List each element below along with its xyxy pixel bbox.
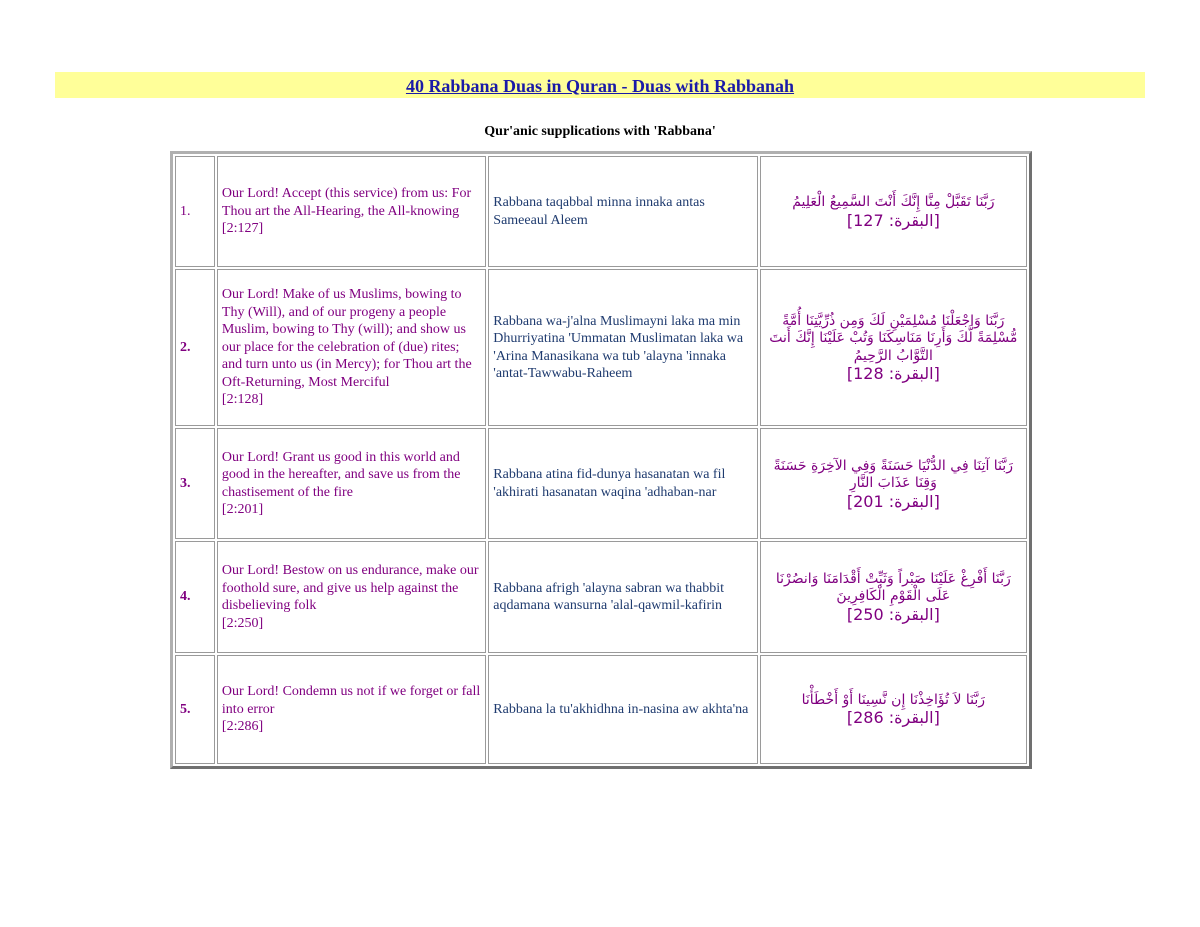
dua-meaning-cell [217,269,486,426]
dua-meaning: Our Lord! Condemn us not if we forget or fall into error [221,684,481,717]
dua-number: 4. [175,541,215,652]
dua-transliteration: Rabbana taqabbal minna innaka antas Sameeaul Aleem [488,156,757,267]
dua-meaning-cell [217,156,486,267]
dua-arabic-reference: [البقرة: 286] [846,708,940,728]
dua-number: 3. [175,428,215,539]
dua-arabic-reference: [البقرة: 250] [846,604,940,624]
dua-number: 1. [175,156,215,267]
dua-transliteration: Rabbana afrigh 'alayna sabran wa thabbit aqdamana wansurna 'alal-qawmil-kafirin [488,541,757,652]
table-row [175,156,1027,267]
dua-meaning-cell [217,655,486,764]
dua-reference: [2:250] [221,615,264,631]
duas-table-frame [170,151,1032,769]
dua-arabic-cell [760,655,1027,764]
dua-arabic: رَبَّنَا تَقَبَّلْ مِنَّا إِنَّكَ أَنْتَ السَّمِيعُ الْعَلِيمُ [792,194,995,211]
dua-arabic-cell [760,541,1027,652]
dua-arabic-cell [760,428,1027,539]
page-subtitle: Qur'anic supplications with 'Rabbana' [484,124,716,139]
dua-reference: [2:128] [221,392,264,408]
dua-number: 5. [175,655,215,764]
dua-arabic: رَبَّنَا وَاجْعَلْنَا مُسْلِمَيْنِ لَكَ وَمِن ذُرِّيَّتِنَا أُمَّةً مُّسْلِمَةً لَّكَ وَأَرِنَا مَنَاسِكَنَا وَتُبْ عَلَيْنَا إِنَّكَ أَنتَ التَّوَّابُ الرَّحِيمُ [769,312,1018,364]
duas-table [173,154,1029,766]
table-row [175,541,1027,652]
dua-transliteration: Rabbana wa-j'alna Muslimayni laka ma min Dhurriyatina 'Ummatan Muslimatan laka wa 'Arina Manasikana wa tub 'alayna 'innaka 'antat-Tawwabu-Raheem [488,269,757,426]
dua-meaning: Our Lord! Accept (this service) from us: For Thou art the All-Hearing, the All-knowing [221,186,472,219]
table-row [175,269,1027,426]
dua-arabic-cell [760,269,1027,426]
dua-reference: [2:127] [221,221,264,237]
dua-meaning-cell [217,541,486,652]
dua-arabic-cell [760,156,1027,267]
table-row [175,655,1027,764]
dua-arabic: رَبَّنَا آتِنَا فِي الدُّنْيَا حَسَنَةً وَفِي الآخِرَةِ حَسَنَةً وَقِنَا عَذَابَ النَّارِ [773,457,1013,492]
dua-number: 2. [175,269,215,426]
dua-meaning: Our Lord! Bestow on us endurance, make our foothold sure, and give us help against the disbelieving folk [221,563,479,614]
dua-arabic-reference: [البقرة: 128] [846,364,940,384]
title-band [55,72,1145,98]
table-row [175,428,1027,539]
dua-arabic-reference: [البقرة: 127] [846,210,940,230]
dua-transliteration: Rabbana atina fid-dunya hasanatan wa fil 'akhirati hasanatan waqina 'adhaban-nar [488,428,757,539]
dua-arabic: رَبَّنَا أَفْرِغْ عَلَيْنَا صَبْراً وَثَبِّتْ أَقْدَامَنَا وَانصُرْنَا عَلَى الْقَوْمِ الْكَافِرِينَ [775,570,1011,605]
dua-arabic: رَبَّنَا لاَ تُؤَاخِذْنَا إِن نَّسِينَا أَوْ أَخْطَأْنَا [801,691,986,708]
page-title-link[interactable]: 40 Rabbana Duas in Quran - Duas with Rabbanah [405,76,795,96]
dua-meaning: Our Lord! Grant us good in this world and good in the hereafter, and save us from the chastisement of the fire [221,449,461,500]
dua-reference: [2:286] [221,719,264,735]
dua-meaning: Our Lord! Make of us Muslims, bowing to Thy (Will), and of our progeny a people Muslim, bowing to Thy (will); and show us our place for the celebration of (due) rites; and turn unto us (in Mercy); for Thou art the Oft-Returning, Most Merciful [221,287,472,390]
dua-reference: [2:201] [221,502,264,518]
dua-transliteration: Rabbana la tu'akhidhna in-nasina aw akhta'na [488,655,757,764]
dua-meaning-cell [217,428,486,539]
dua-arabic-reference: [البقرة: 201] [846,491,940,511]
